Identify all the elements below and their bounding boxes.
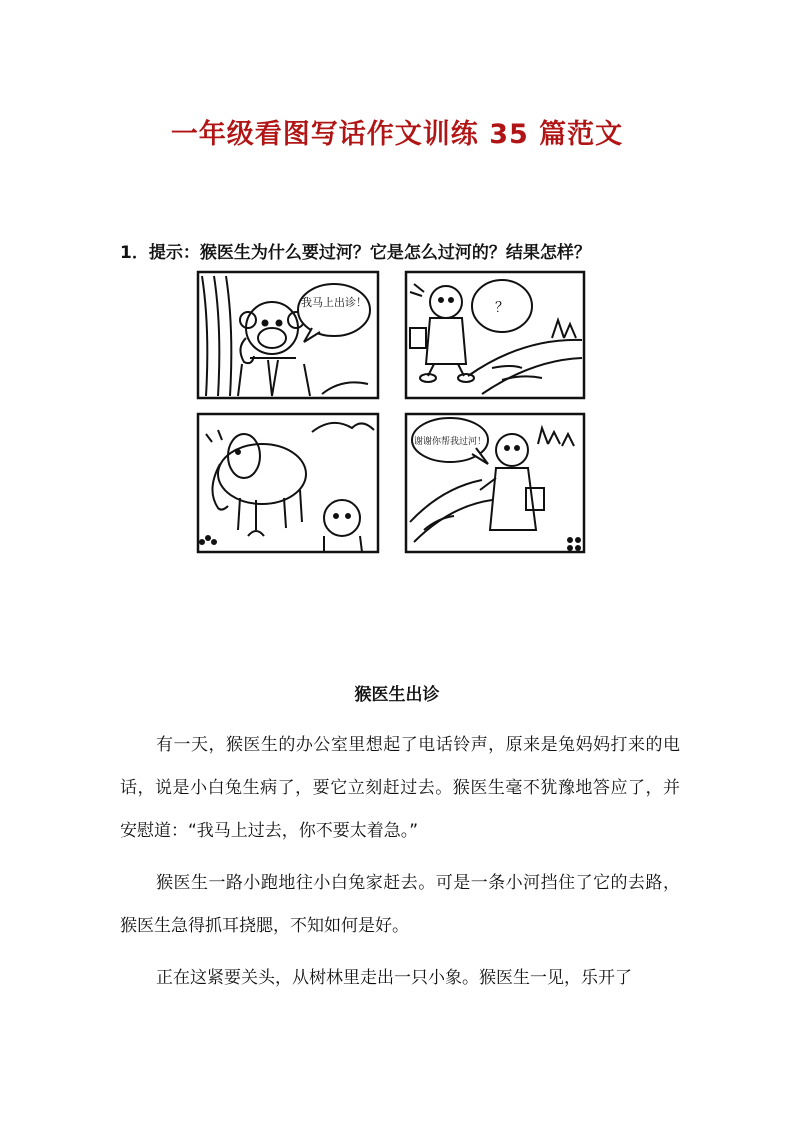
panel4-speech-bubble — [412, 418, 488, 464]
comic-panel-3 — [198, 414, 378, 552]
panel1-speech-bubble — [298, 284, 370, 342]
panel2-thought-bubble — [472, 280, 532, 332]
comic-strip-illustration — [192, 268, 588, 556]
essay-title: 猴医生出诊 — [354, 685, 440, 705]
panel4-corner-dots — [567, 537, 581, 551]
panel2-bubble-text: ？ — [495, 300, 509, 316]
essay-paragraph-3: 正在这紧要关头，从树林里走出一只小象。猴医生一见，乐开了 — [156, 968, 632, 988]
panel4-bubble-text: 谢谢你帮我过河！ — [413, 437, 487, 447]
essay-paragraph-1: 有一天，猴医生的办公室里想起了电话铃声，原来是兔妈妈打来的电话，说是小白兔生病了，要它立刻赶过去。猴医生毫不犹豫地答应了，并安慰道：“我马上过去，你不要太着急。” — [120, 735, 680, 841]
panel3-elephant-and-monkey — [206, 423, 374, 552]
essay-paragraph-2: 猴医生一路小跑地往小白兔家赶去。可是一条小河挡住了它的去路，猴医生急得抓耳挠腮，不知如何是好。 — [120, 873, 680, 936]
panel3-corner-dots — [199, 535, 217, 545]
document-title: 一年级看图写话作文训练 35 篇范文 — [170, 119, 624, 150]
question-prompt: 1．提示：猴医生为什么要过河？它是怎么过河的？结果怎样？ — [120, 243, 591, 263]
panel1-bubble-text: 我马上出诊！ — [301, 296, 367, 309]
